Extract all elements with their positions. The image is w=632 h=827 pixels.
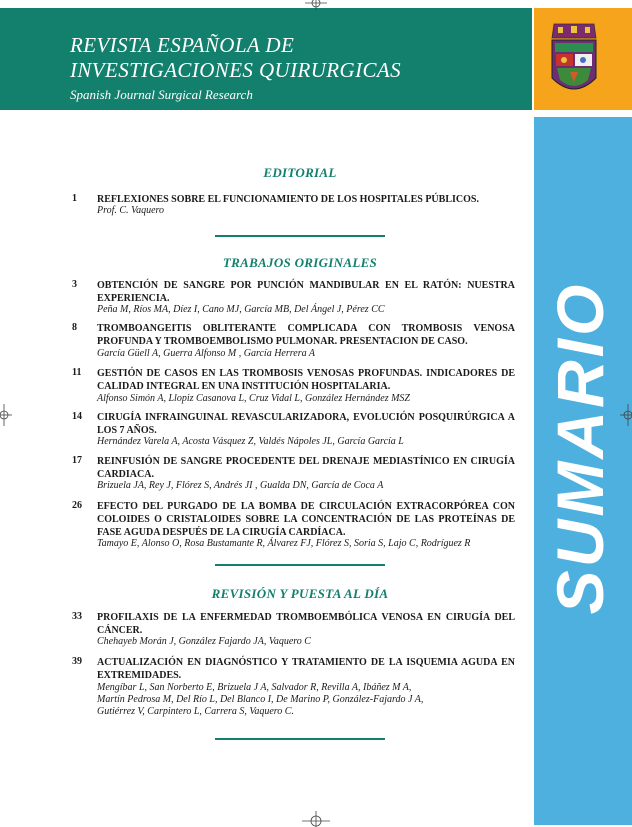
- toc-authors: Prof. C. Vaquero: [97, 205, 165, 216]
- toc-article-title: OBTENCIÓN DE SANGRE POR PUNCIÓN MANDIBULAR EN EL RATÓN: NUESTRA EXPERIENCIA.: [97, 280, 515, 304]
- journal-subtitle: Spanish Journal Surgical Research: [70, 87, 253, 102]
- toc-article-title: ACTUALIZACIÓN EN DIAGNÓSTICO Y TRATAMIENTO DE LA ISQUEMIA AGUDA EN EXTREMIDADES.: [97, 657, 515, 681]
- toc-article-title: CIRUGÍA INFRAINGUINAL REVASCULARIZADORA, EVOLUCIÓN POSQUIRÚRGICA A LOS 7 AÑOS.: [97, 412, 515, 436]
- toc-authors: Peña M, Ríos MA, Díez I, Cano MJ, García MB, Del Ángel J, Pérez CC: [97, 304, 385, 315]
- toc-article-title: GESTIÓN DE CASOS EN LAS TROMBOSIS VENOSAS PROFUNDAS. INDICADORES DE CALIDAD INTEGRAL EN UNA INSTITUCIÓN HOSPITALARIA.: [97, 368, 515, 392]
- toc-page-number: 17: [72, 455, 82, 466]
- section-divider: [215, 564, 385, 566]
- toc-article-title: EFECTO DEL PURGADO DE LA BOMBA DE CIRCULACIÓN EXTRACORPÓREA CON COLOIDES O CRISTALOIDES SOBRE LA CONCENTRACIÓN DE LAS PROTEÍNAS DE FASE AGUDA DESPUÉS DE LA CIRUGÍA CARDÍACA.: [97, 501, 515, 538]
- toc-authors-line-2: Martín Pedrosa M, Del Río L, Del Blanco I, De Marino P, González-Fajardo J A,: [97, 694, 424, 705]
- section-heading-revision: REVISIÓN Y PUESTA AL DÍA: [211, 586, 389, 601]
- registration-mark-icon: [302, 811, 330, 827]
- toc-page-number: 8: [72, 322, 77, 333]
- section-divider: [215, 235, 385, 237]
- toc-article-title: TROMBOANGEITIS OBLITERANTE COMPLICADA CON TROMBOSIS VENOSA PROFUNDA Y TROMBOEMBOLISMO PULMONAR. PRESENTACION DE CASO.: [97, 323, 515, 347]
- section-divider: [215, 738, 385, 740]
- toc-authors-line-1: Mengíbar L, San Norberto E, Brizuela J A, Salvador R, Revilla A, Ibáñez M A,: [97, 682, 412, 693]
- toc-authors-line-3: Gutiérrez V, Carpintero L, Carrera S, Vaquero C.: [97, 706, 294, 717]
- toc-page-number: 33: [72, 611, 82, 622]
- toc-page-number: 39: [72, 656, 82, 667]
- registration-mark-icon: [620, 404, 632, 426]
- sumario-label: SUMARIO: [543, 281, 617, 615]
- toc-page-number: 11: [72, 367, 82, 378]
- toc-article-title: PROFILAXIS DE LA ENFERMEDAD TROMBOEMBÓLICA VENOSA EN CIRUGÍA DEL CÁNCER.: [97, 612, 515, 636]
- toc-authors: Tamayo E, Alonso O, Rosa Bustamante R, Álvarez FJ, Flórez S, Soria S, Lajo C, Rodríguez R: [97, 538, 471, 549]
- toc-authors: Hernández Varela A, Acosta Vásquez Z, Valdés Nápoles JL, García García L: [97, 436, 404, 447]
- section-heading-editorial: EDITORIAL: [263, 165, 337, 180]
- registration-mark-icon: [305, 0, 327, 10]
- journal-title-line-2: INVESTIGACIONES QUIRURGICAS: [70, 58, 402, 82]
- toc-page-number: 3: [72, 279, 77, 290]
- toc-page-number: 14: [72, 411, 82, 422]
- journal-title: [70, 33, 401, 83]
- toc-authors: Alfonso Simón A, Llopiz Casanova L, Cruz Vidal L, González Hernández MSZ: [97, 393, 410, 404]
- toc-authors: Brizuela JA, Rey J, Flórez S, Andrés JI , Gualda DN, García de Coca A: [97, 480, 384, 491]
- journal-title-line-1: REVISTA ESPAÑOLA DE: [70, 33, 295, 57]
- section-heading-originales: TRABAJOS ORIGINALES: [222, 255, 378, 270]
- toc-article-title: REINFUSIÓN DE SANGRE PROCEDENTE DEL DRENAJE MEDIASTÍNICO EN CIRUGÍA CARDIACA.: [97, 456, 515, 480]
- toc-authors: García Güell A, Guerra Alfonso M , García Herrera A: [97, 348, 316, 359]
- crest-icon: [548, 20, 600, 100]
- toc-article-title: REFLEXIONES SOBRE EL FUNCIONAMIENTO DE LOS HOSPITALES PÚBLICOS.: [97, 194, 479, 205]
- toc-page-number: 1: [72, 193, 77, 204]
- toc-authors: Chehayeb Morán J, González Fajardo JA, Vaquero C: [97, 636, 311, 647]
- toc-page-number: 26: [72, 500, 82, 511]
- registration-mark-icon: [0, 404, 12, 426]
